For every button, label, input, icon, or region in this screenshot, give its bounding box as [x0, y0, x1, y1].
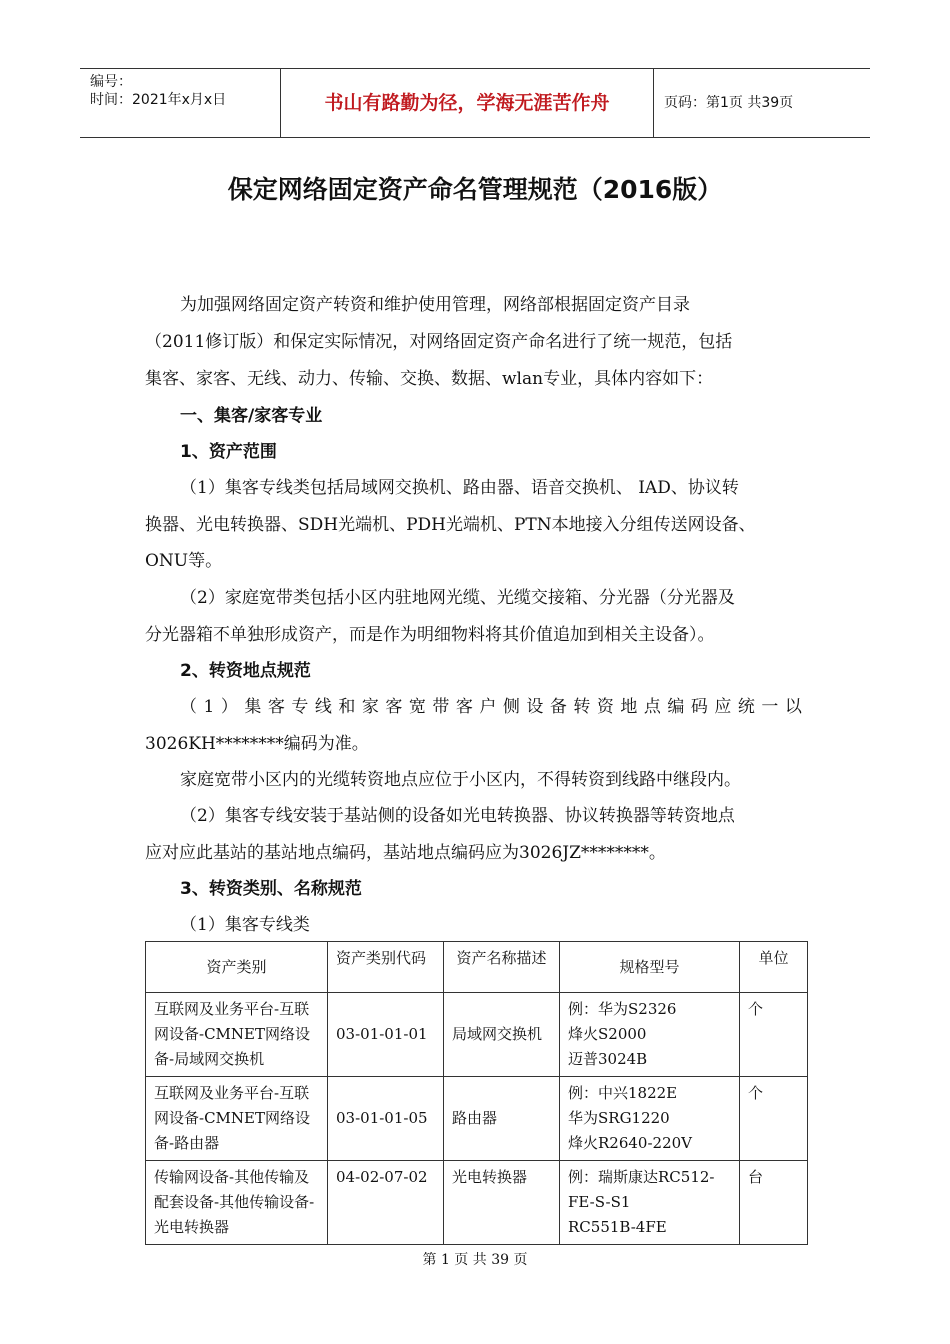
cell-unit: 台: [740, 1161, 808, 1245]
cell-unit: 个: [740, 1077, 808, 1161]
para-1-line-1: （1）集客专线类包括局域网交换机、路由器、语音交换机、 IAD、协议转: [180, 478, 739, 498]
asset-table: [145, 941, 808, 1245]
header-page-cell: [654, 69, 870, 137]
table-row: [146, 1161, 808, 1245]
model-line: 烽火S2000: [568, 1025, 647, 1043]
header-unit: 单位: [740, 942, 808, 993]
section-heading-1: 一、集客/家客专业: [180, 406, 323, 426]
cell-models: [560, 1161, 740, 1245]
header-asset-category: 资产类别: [146, 942, 328, 993]
model-line: 例：瑞斯康达RC512-FE-S-S1: [568, 1168, 715, 1211]
header-category-code: 资产类别代码: [328, 942, 444, 993]
header-meta: [80, 69, 281, 137]
para-3-line-2: 3026KH********编码为准。: [145, 734, 369, 754]
cell-code: 03-01-01-05: [328, 1077, 444, 1161]
cell-category: 互联网及业务平台-互联网设备-CMNET网络设备-路由器: [146, 1077, 328, 1161]
table-header-row: [146, 942, 808, 993]
para-5-line-1: （2）集客专线安装于基站侧的设备如光电转换器、协议转换器等转资地点: [180, 806, 735, 826]
para-3-line-1: （1）集客专线和家客宽带客户侧设备转资地点编码应统一以: [180, 697, 809, 717]
cell-name: 路由器: [444, 1077, 560, 1161]
model-line: 华为SRG1220: [568, 1109, 670, 1127]
para-2-line-1: （2）家庭宽带类包括小区内驻地网光缆、光缆交接箱、分光器（分光器及: [180, 588, 735, 608]
model-line: RC551B-4FE: [568, 1218, 667, 1236]
subsection-label-enterprise: （1）集客专线类: [180, 915, 310, 935]
cell-name: 光电转换器: [444, 1161, 560, 1245]
motto: 书山有路勤为径，学海无涯苦作舟: [324, 92, 610, 114]
table-row: [146, 1077, 808, 1161]
table-row: [146, 993, 808, 1077]
header-motto-cell: [281, 69, 654, 137]
model-line: 例：中兴1822E: [568, 1084, 678, 1102]
header-band: [80, 68, 870, 138]
para-2-line-2: 分光器箱不单独形成资产，而是作为明细物料将其价值追加到相关主设备）。: [145, 625, 715, 645]
cell-category: 传输网设备-其他传输及配套设备-其他传输设备-光电转换器: [146, 1161, 328, 1245]
intro-line-2: （2011修订版）和保定实际情况，对网络固定资产命名进行了统一规范，包括: [145, 332, 733, 352]
page-info: 页码：第1页 共39页: [664, 95, 794, 111]
time-label: 时间：2021年x月x日: [90, 92, 227, 108]
code-label: 编号：: [90, 74, 132, 90]
model-line: 烽火R2640-220V: [568, 1134, 692, 1152]
para-5-line-2: 应对应此基站的基站地点编码，基站地点编码应为3026JZ********。: [145, 843, 666, 863]
model-line: 迈普3024B: [568, 1050, 648, 1068]
para-4: 家庭宽带小区内的光缆转资地点应位于小区内，不得转资到线路中继段内。: [180, 770, 741, 790]
header-asset-name: 资产名称描述: [444, 942, 560, 993]
cell-unit: 个: [740, 993, 808, 1077]
para-1-line-2: 换器、光电转换器、SDH光端机、PDH光端机、PTN本地接入分组传送网设备、: [145, 515, 756, 535]
cell-models: [560, 993, 740, 1077]
subsection-heading-scope: 1、资产范围: [180, 442, 277, 462]
header-model: 规格型号: [560, 942, 740, 993]
intro-line-1: 为加强网络固定资产转资和维护使用管理，网络部根据固定资产目录: [180, 295, 690, 315]
cell-name: 局域网交换机: [444, 993, 560, 1077]
document-title: 保定网络固定资产命名管理规范（2016版）: [227, 175, 723, 204]
cell-code: 04-02-07-02: [328, 1161, 444, 1245]
cell-category: 互联网及业务平台-互联网设备-CMNET网络设备-局域网交换机: [146, 993, 328, 1077]
cell-code: 03-01-01-01: [328, 993, 444, 1077]
subsection-heading-naming: 3、转资类别、名称规范: [180, 879, 362, 899]
subsection-heading-location: 2、转资地点规范: [180, 661, 311, 681]
model-line: 例：华为S2326: [568, 1000, 677, 1018]
page-footer: 第 1 页 共 39 页: [422, 1252, 528, 1268]
para-1-line-3: ONU等。: [145, 551, 223, 571]
cell-models: [560, 1077, 740, 1161]
intro-line-3: 集客、家客、无线、动力、传输、交换、数据、wlan专业，具体内容如下：: [145, 369, 714, 389]
